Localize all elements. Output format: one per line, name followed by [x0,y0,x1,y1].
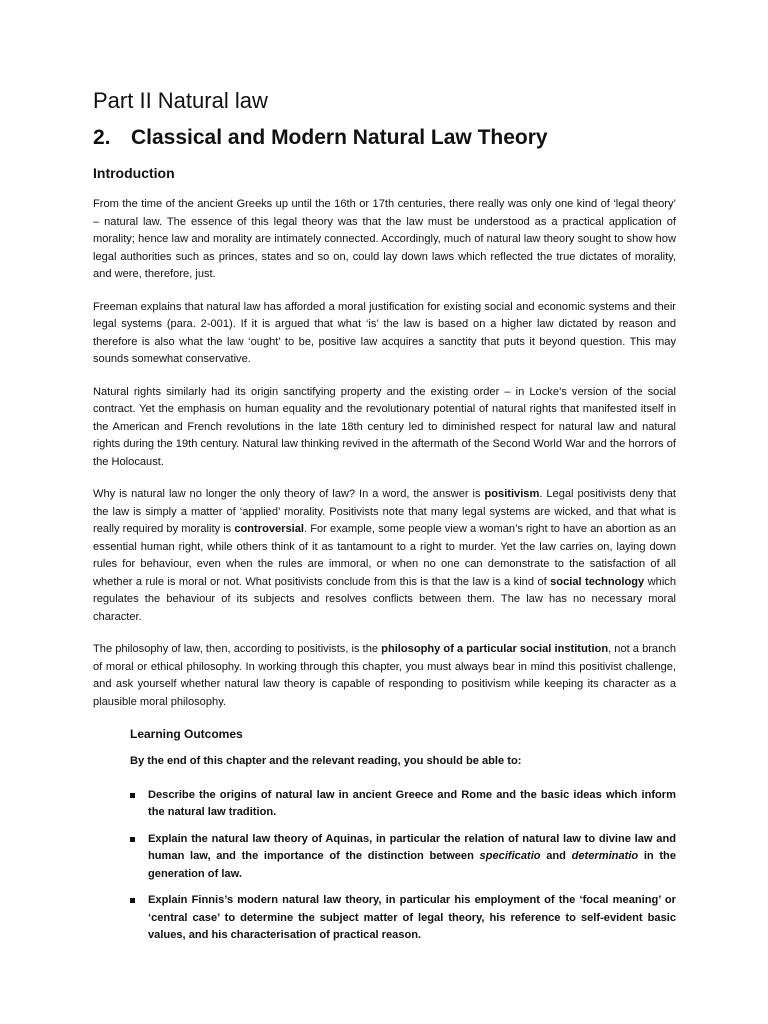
list-item [130,892,676,945]
paragraph-1: From the time of the ancient Greeks up until the 16th or 17th centuries, there really was only one kind of ‘legal theory’ – natural law. The essence of this legal theory was that the law must be understood as a practical application of morality; hence law and morality are intimately connected. Accordingly, much of natural law theory sought to show how legal authorities such as princes, states and so on, could lay down laws which reflected the true dictates of morality, and were, therefore, just. [93,198,676,280]
list-item-text: in the generation of law. [148,850,676,880]
part-title: Part II Natural law [93,88,268,113]
list-item [130,831,676,884]
learning-outcomes [130,726,676,945]
learning-outcomes-intro: By the end of this chapter and the relevant reading, you should be able to: [130,755,522,767]
section-title-introduction: Introduction [93,165,175,181]
list-item [130,787,676,822]
list-item-text: Explain Finnis’s modern natural law theory, in particular his employment of the ‘focal meaning’ or ‘central case’ to determine the subject matter of legal theory, his reference to self-evident basic values, and his characterisation of practical reason. [148,894,676,941]
paragraph-4-text: Why is natural law no longer the only theory of law? In a word, the answer is [93,488,485,500]
term-positivism: positivism [484,488,540,500]
term-controversial: controversial [234,523,304,535]
paragraph-2: Freeman explains that natural law has afforded a moral justification for existing social and economic systems and their legal systems (para. 2-001). If it is argued that what ‘is’ the law is based on a higher law dictated by reason and therefore is also what the law ‘ought’ to be, positive law acquires a sanctity that puts it beyond question. This may sounds somewhat conservative. [93,300,676,365]
square-bullet-icon [130,837,135,842]
learning-outcomes-list [130,787,676,945]
term-philosophy-of-social-institution: philosophy of a particular social institution [381,643,609,655]
list-item-text: Describe the origins of natural law in ancient Greece and Rome and the basic ideas which inform the natural law tradition. [148,788,676,818]
paragraph-4-text: . Legal positivists deny that the law is simply a matter of ‘applied’ morality. Positivists note that many legal systems are wicked, and that what is really required by morality is [93,488,677,535]
square-bullet-icon [130,898,135,903]
term-social-technology: social technology [550,575,645,588]
chapter-number: 2. [93,126,111,149]
term-determinatio: determinatio [571,850,639,862]
learning-outcomes-title: Learning Outcomes [130,727,243,741]
paragraph-3: Natural rights similarly had its origin sanctifying property and the existing order – in Locke’s version of the social contract. Yet the emphasis on human equality and the revolutionary potential of natural rights that manifested itself in the American and French revolutions in the late 18th century led to diminished respect for natural law and natural rights during the 19th century. Natural law thinking revived in the aftermath of the Second World War and the horrors of the Holocaust. [93,385,676,468]
paragraph-4-text: which regulates the behaviour of its subjects and resolves conflicts between them. The law has no necessary moral character. [93,575,676,623]
square-bullet-icon [130,793,135,798]
paragraph-4 [93,486,676,626]
paragraph-5-text: The philosophy of law, then, according to positivists, is the [93,643,382,655]
chapter-title-text: Classical and Modern Natural Law Theory [131,126,548,149]
paragraph-4-text: . For example, some people view a woman’s right to have an abortion as an essential human right, while others think of it as tantamount to a right to murder. Yet the law carries on, laying down rules for behaviour, even when the rules are immoral, or when no one can demonstrate to the satisfaction of all whether a rule is moral or not. What positivists conclude from this is that the law is a kind of [93,523,677,588]
paragraph-5-text: , not a branch of moral or ethical philosophy. In working through this chapter, you must always bear in mind this positivist challenge, and ask yourself whether natural law theory is capable of responding to positivism while keeping its character as a plausible moral philosophy. [93,643,676,708]
paragraph-5 [93,641,676,711]
list-item-text: Explain the natural law theory of Aquinas, in particular the relation of natural law to divine law and human law, and the importance of the distinction between [148,832,676,862]
document-page [93,86,676,954]
chapter-title [93,124,676,152]
list-item-text: and [540,850,572,862]
term-specificatio: specificatio [479,850,541,862]
